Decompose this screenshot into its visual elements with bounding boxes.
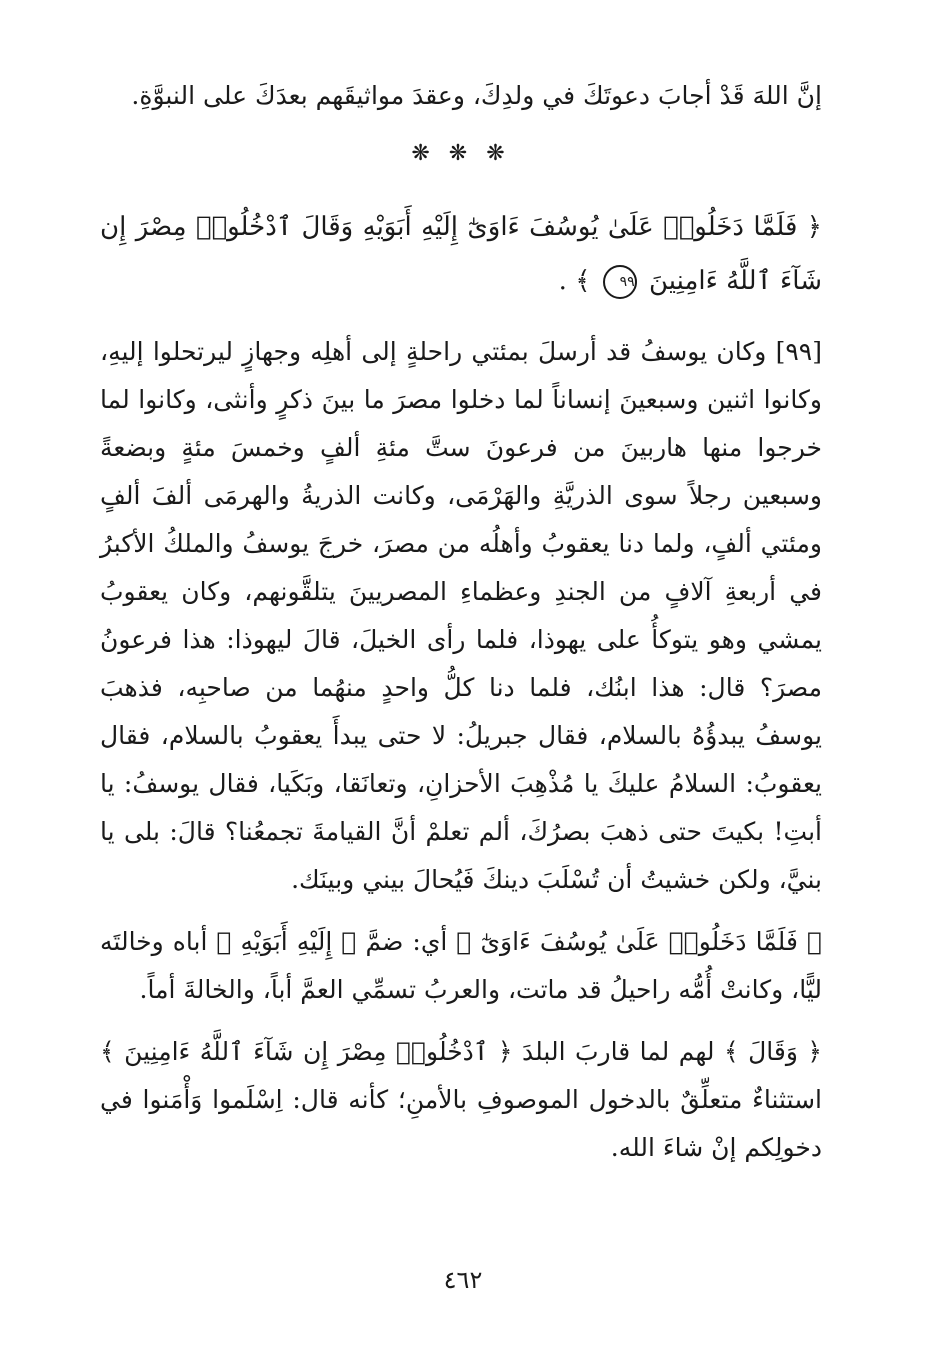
section-separator: ❋ ❋ ❋	[411, 141, 511, 166]
verse-close-bracket: ﴾ .	[558, 266, 591, 296]
verse-text: فَلَمَّا دَخَلُوا۟ عَلَىٰ يُوسُفَ ءَاوَىٰٓ إِلَيْهِ أَبَوَيْهِ وَقَالَ ٱدْخُلُوا۟ مِصْرَ إِن شَآءَ ٱللَّهُ ءَامِنِينَ	[100, 212, 822, 296]
commentary-paragraph-3: ﴿ وَقَالَ ﴾ لهم لما قاربَ البلدَ ﴿ ٱدْخُلُوا۟ مِصْرَ إِن شَآءَ ٱللَّهُ ءَامِنِينَ ﴾ استثناءٌ متعلِّقٌ بالدخول الموصوفِ بالأمنِ؛ كأنه قال: اِسْلَموا وَأْمَنوا في دخولِكم إنْ شاءَ الله.	[100, 1037, 822, 1162]
commentary-paragraph-2: ﴿ فَلَمَّا دَخَلُوا۟ عَلَىٰ يُوسُفَ ءَاوَىٰٓ ﴾ أي: ضمَّ ﴿ إِلَيْهِ أَبَوَيْهِ ﴾ أباه وخالتَه ليًّا، وكانتْ أُمُّه راحيلُ قد ماتت، والعربُ تسمِّي العمَّ أباً، والخالةَ أماً.	[100, 927, 822, 1004]
verse-open-bracket: ﴿	[806, 212, 823, 242]
commentary-paragraph-1: [٩٩] وكان يوسفُ قد أرسلَ بمئتي راحلةٍ إلى أهلِه وجهازٍ ليرتحلوا إليهِ، وكانوا اثنين وسبعينَ إنساناً لما دخلوا مصرَ ما بينَ ذكرٍ وأنثى، وكانوا لما خرجوا منها هاربينَ من فرعونَ ستَّ مئةِ ألفٍ وخمسَ مئةٍ وبضعةً وسبعين رجلاً سوى الذريَّةِ والهَرْمَى، وكانت الذريةُ والهرمَى ألفَ ألفٍ ومئتي ألفٍ، ولما دنا يعقوبُ وأهلُه من مصرَ، خرجَ يوسفُ والملكُ الأكبرُ في أربعةِ آلافٍ من الجندِ وعظماءِ المصريينَ يتلقَّونهم، وكان يعقوبُ يمشي وهو يتوكأُ على يهوذا، فلما رأى الخيلَ، قالَ ليهوذا: هذا فرعونُ مصرَ؟ قال: هذا ابنُك، فلما دنا كلُّ واحدٍ منهُما من صاحبِه، فذهبَ يوسفُ يبدؤُهُ بالسلام، فقال جبريلُ: لا حتى يبدأَ يعقوبُ بالسلام، فقال يعقوبُ: السلامُ عليكَ يا مُذْهِبَ الأحزانِ، وتعانَقا، وبَكَيا، فقال يوسفُ: يا أبتِ! بكيتَ حتى ذهبَ بصرُكَ، ألم تعلمْ أنَّ القيامةَ تجمعُنا؟ قالَ: بلى يا بنيَّ، ولكن خشيتُ أن تُسْلَبَ دينكَ فَيُحالَ بيني وبينَك.	[100, 337, 822, 894]
paragraph-gap	[100, 904, 822, 918]
ayah-number-marker: ٩٩	[603, 265, 637, 299]
intro-text: إنَّ اللهَ قَدْ أجابَ دعوتَكَ في ولدِكَ، وعقدَ مواثيقَهم بعدَكَ على النبوَّةِ.	[131, 81, 822, 110]
paragraph-gap	[100, 1014, 822, 1028]
quran-verse	[100, 200, 822, 308]
page-number: ٤٦٢	[443, 1266, 483, 1294]
page-body	[100, 72, 822, 1172]
